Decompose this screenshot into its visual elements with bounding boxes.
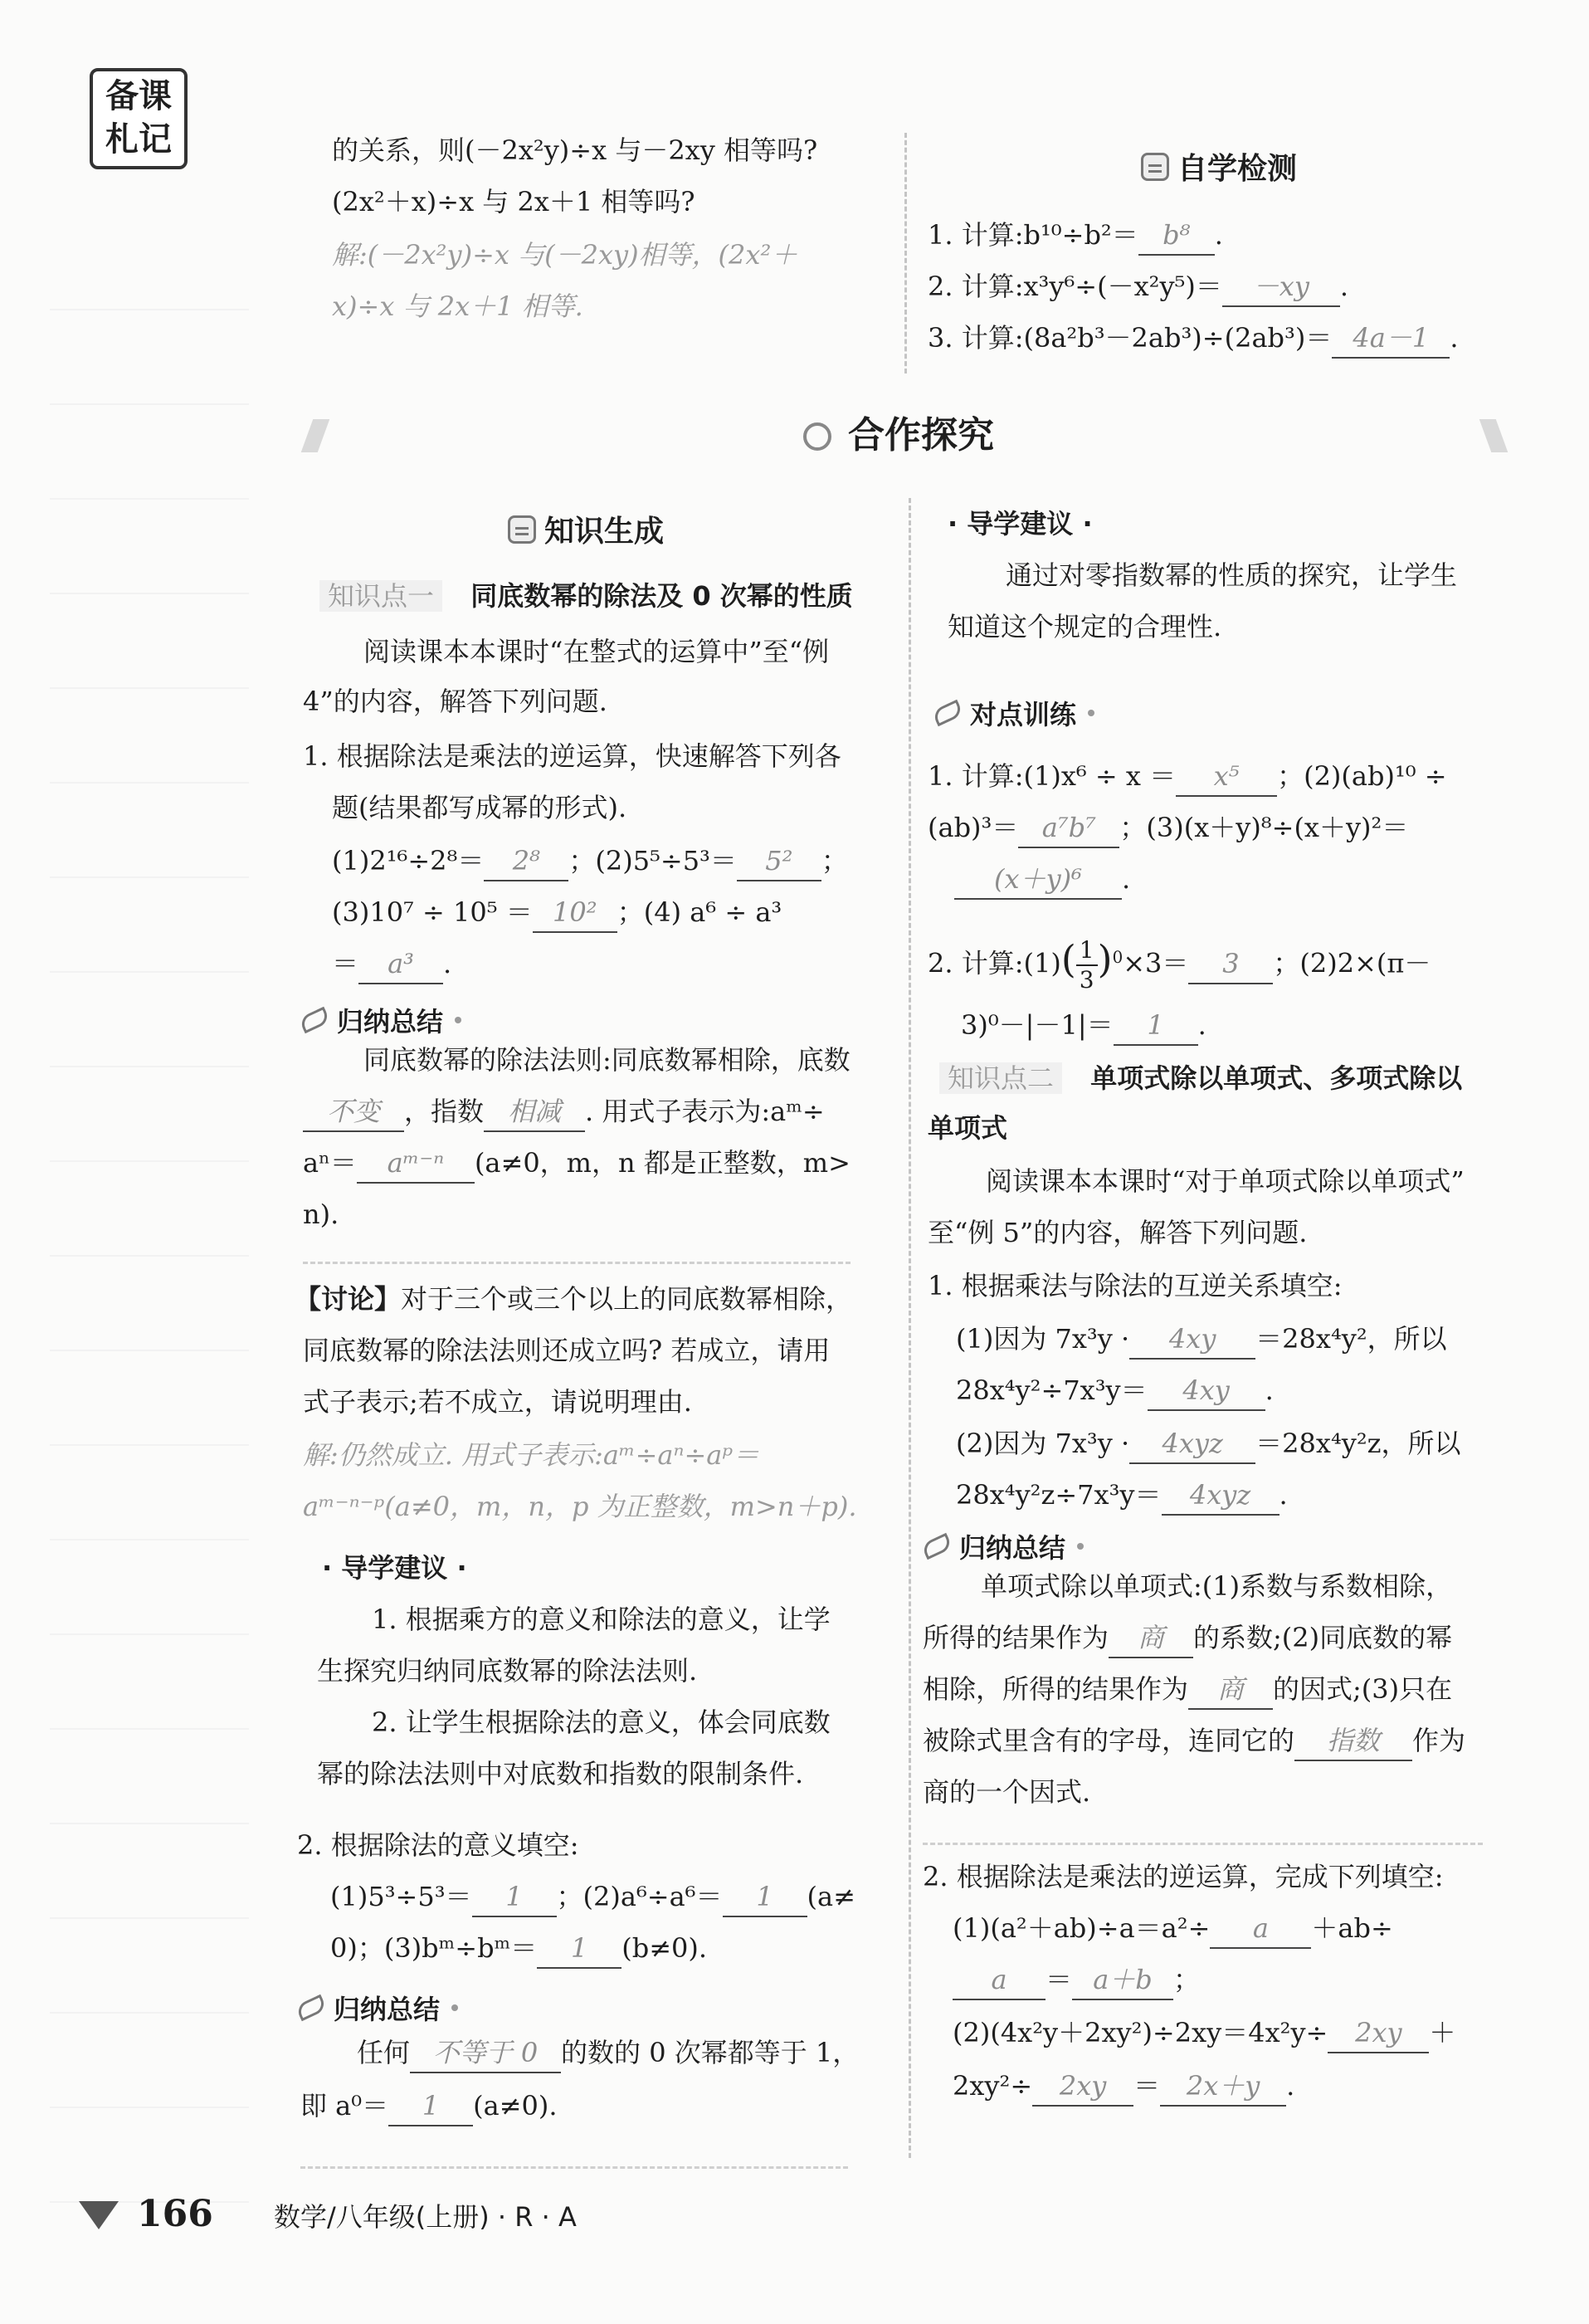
- guide-left-l1: 1. 根据乘方的意义和除法的意义，让学: [372, 1604, 831, 1635]
- q1-l2: 题(结果都写成幂的形式).: [332, 792, 627, 823]
- r2d-text: 2xy²÷: [953, 2070, 1033, 2102]
- read1-l1: 阅读课本本课时“在整式的运算中”至“例: [363, 636, 830, 667]
- q2b-answer: 1: [723, 1877, 807, 1917]
- sum3-l2-post: 的系数;(2)同底数的幂: [1193, 1622, 1453, 1653]
- r2c-answer: 2xy: [1328, 2014, 1429, 2053]
- q2-answer: －xy: [1222, 267, 1340, 307]
- q1b-semi: ；: [821, 845, 848, 876]
- fraction-denominator: 3: [1079, 966, 1094, 994]
- sum3-l5: 商的一个因式.: [923, 1776, 1091, 1808]
- t1-l2-mid: ；(3)(x＋y)⁸÷(x＋y)²＝: [1119, 812, 1409, 843]
- q1d-text: ；(4) a⁶ ÷ a³: [617, 896, 782, 928]
- sum2-l2-post: (a≠0).: [473, 2090, 558, 2121]
- r2d-answer-1: 2xy: [1032, 2067, 1133, 2107]
- r2d-answer-2: 2x＋y: [1160, 2067, 1286, 2107]
- sum3-l3-post: 的因式;(3)只在: [1273, 1673, 1453, 1705]
- r2d-period: .: [1286, 2070, 1295, 2102]
- top-left-solution-1: 解:(－2x²y)÷x 与(－2xy)相等，(2x²＋: [332, 239, 798, 271]
- q2b-post: (a≠: [807, 1881, 855, 1912]
- guide-left-l3: 2. 让学生根据除法的意义，体会同底数: [372, 1706, 831, 1738]
- self-check-q3: [928, 319, 1459, 359]
- left-slash-decor: [301, 419, 330, 452]
- discussion-l3: 式子表示;若不成立，请说明理由.: [303, 1386, 692, 1418]
- t2-period: .: [1197, 1009, 1206, 1041]
- discussion-solution-2: aᵐ⁻ⁿ⁻ᵖ(a≠0，m，n，p 为正整数，m>n＋p).: [303, 1491, 857, 1522]
- kp2-title-2: 单项式: [928, 1112, 1008, 1144]
- page-number: 166: [137, 2193, 213, 2235]
- pencil-icon: [931, 700, 963, 726]
- q1e-answer: a³: [358, 945, 443, 984]
- self-check-q2: [928, 267, 1348, 307]
- q1e-text: ＝: [332, 948, 359, 979]
- q1-text: 1. 计算:b¹⁰÷b²＝: [928, 219, 1138, 251]
- t1-period: .: [1122, 863, 1131, 895]
- sum3-answer-2: 商: [1188, 1670, 1273, 1710]
- r1d-answer: 4xyz: [1162, 1476, 1279, 1516]
- r2c-post: ＋: [1429, 2017, 1456, 2048]
- r1c-text: (2)因为 7x³y ·: [956, 1428, 1130, 1459]
- margin-rule: [50, 216, 249, 2208]
- sum1-answer-1: 不变: [303, 1092, 404, 1132]
- q3-text: 3. 计算:(8a²b³－2ab³)÷(2ab³)＝: [928, 322, 1333, 354]
- sum3-l4-post: 作为: [1412, 1725, 1466, 1756]
- pencil-icon: [920, 1533, 953, 1560]
- sum3-answer-1: 商: [1109, 1618, 1193, 1658]
- r1c-post: ＝28x⁴y²z，所以: [1255, 1428, 1461, 1459]
- r2b-answer-1: a: [953, 1960, 1046, 2000]
- r1a-answer: 4xy: [1129, 1320, 1255, 1360]
- sum3-l3-pre: 相除，所得的结果作为: [923, 1673, 1189, 1705]
- q3-period: .: [1450, 322, 1459, 354]
- discussion-text-1: 对于三个或三个以上的同底数幂相除，: [401, 1283, 853, 1315]
- q1-ab: [332, 842, 848, 881]
- training-title: 对点训练: [970, 699, 1077, 730]
- q1c-answer: 10²: [533, 893, 617, 933]
- r1b-text: 28x⁴y²÷7x³y＝: [956, 1374, 1148, 1406]
- section-title: 合作探究: [848, 414, 994, 456]
- book-title: 数学/八年级(上册) · R · A: [274, 2201, 577, 2233]
- dot-decor: [455, 1017, 461, 1023]
- pencil-icon: [295, 1994, 327, 2021]
- q1-answer: b⁸: [1138, 216, 1215, 256]
- dot-decor: [1077, 1543, 1084, 1550]
- q2b-text: ；(2)a⁶÷a⁶＝: [556, 1881, 723, 1912]
- summary3-heading: [923, 1527, 1084, 1565]
- r2b-eq: ＝: [1046, 1964, 1073, 1995]
- r2-c: [953, 2014, 1455, 2053]
- sum3-l4-pre: 被除式里含有的字母，连同它的: [923, 1725, 1295, 1756]
- r2a-answer: a: [1210, 1909, 1311, 1949]
- dot-decor: [1088, 710, 1094, 716]
- r1b-answer: 4xy: [1148, 1371, 1265, 1411]
- read1-l2: 4”的内容，解答下列问题.: [303, 686, 607, 717]
- summary1-heading: [300, 1001, 461, 1039]
- t2-mid: ；(2)2×(π－: [1273, 947, 1431, 979]
- main-divider: [909, 498, 911, 2158]
- sum1-l3: [303, 1144, 851, 1184]
- footer-arrow-decor: [79, 2201, 119, 2229]
- q1-cd: [332, 893, 782, 933]
- guide-right-l1: 通过对零指数幂的性质的探究，让学生: [1006, 559, 1458, 591]
- r2a-text: (1)(a²＋ab)÷a＝a²÷: [953, 1912, 1211, 1944]
- sum2-answer: 不等于 0: [410, 2034, 561, 2073]
- q3-answer: 4a－1: [1332, 319, 1450, 359]
- r2a-post: ＋ab÷: [1311, 1912, 1393, 1944]
- kp2-title-1: 单项式除以单项式、多项式除以: [1090, 1062, 1463, 1094]
- kp1-title: 同底数幂的除法及 0 次幂的性质: [470, 580, 853, 612]
- t1-answer-3: (x＋y)⁶: [954, 860, 1122, 900]
- sum3-l4: [923, 1721, 1465, 1761]
- sum3-l2-pre: 所得的结果作为: [923, 1622, 1109, 1653]
- t2-l2-pre: 3)⁰－|－1|＝: [961, 1009, 1114, 1041]
- sum3-l3: [923, 1670, 1452, 1710]
- fraction-one-third: [1076, 936, 1098, 994]
- self-check-heading: [1141, 145, 1297, 188]
- sum2-l2: [300, 2087, 557, 2126]
- paren-close: ): [1097, 936, 1113, 982]
- q1-e: [332, 945, 451, 984]
- t1-text: 1. 计算:(1)x⁶ ÷ x ＝: [928, 760, 1177, 792]
- self-check-q1: [928, 216, 1223, 256]
- knowledge-title: 知识生成: [544, 515, 665, 549]
- q1b-answer: 5²: [737, 842, 821, 881]
- q2-period: .: [1339, 271, 1349, 302]
- q1a-answer: 2⁸: [484, 842, 568, 881]
- right-slash-decor: [1479, 419, 1509, 452]
- t1-l2: [928, 808, 1408, 848]
- dot-decor: [451, 2004, 458, 2011]
- summary2-heading: [297, 1989, 458, 2027]
- zero-exponent: 0: [1112, 947, 1124, 967]
- summary1-rule: [303, 1262, 851, 1264]
- badge-line-2: 札记: [105, 120, 172, 159]
- t2-text: 2. 计算:(1): [928, 947, 1061, 979]
- r1b-period: .: [1265, 1374, 1274, 1406]
- corner-badge: [90, 68, 188, 169]
- section-title-bar: [307, 411, 1502, 461]
- guide-left-l4: 幂的除法法则中对底数和指数的限制条件.: [317, 1758, 804, 1789]
- t2-answer-1: 3: [1188, 945, 1273, 984]
- r1d-text: 28x⁴y²z÷7x³y＝: [956, 1479, 1162, 1511]
- guide-right-title: · 导学建议 ·: [948, 508, 1093, 540]
- sum1-l1: 同底数幂的除法法则:同底数幂相除，底数: [363, 1044, 851, 1076]
- document-icon: [508, 515, 536, 544]
- r1-l1: 1. 根据乘法与除法的互逆关系填空:: [928, 1270, 1343, 1301]
- sum1-answer-3: aᵐ⁻ⁿ: [357, 1144, 475, 1184]
- t2-l1: [928, 936, 1431, 1003]
- r1a-text: (1)因为 7x³y ·: [956, 1323, 1130, 1355]
- pencil-icon: [298, 1007, 330, 1033]
- t2-l2: [961, 1006, 1206, 1046]
- r1a-post: ＝28x⁴y²，所以: [1255, 1323, 1447, 1355]
- q1-period: .: [1214, 219, 1223, 251]
- paren-open: (: [1060, 936, 1076, 982]
- r2-b: [953, 1960, 1200, 2000]
- sum1-mid: ，指数: [404, 1096, 485, 1127]
- q2a-text: (1)5³÷5³＝: [330, 1881, 472, 1912]
- kp2-label: 知识点二: [939, 1062, 1062, 1094]
- r2-a: [953, 1909, 1393, 1949]
- discussion-solution-1: 解:仍然成立. 用式子表示:aᵐ÷aⁿ÷aᵖ＝: [303, 1439, 760, 1471]
- q2-c: [330, 1929, 707, 1969]
- badge-line-1: 备课: [105, 77, 172, 115]
- q1a-text: (1)2¹⁶÷2⁸＝: [332, 845, 485, 876]
- kp2-heading: [939, 1059, 1462, 1097]
- q2a-answer: 1: [472, 1877, 557, 1917]
- t2-answer-2: 1: [1114, 1006, 1198, 1046]
- q1e-period: .: [443, 948, 452, 979]
- t1-l2-pre: (ab)³＝: [928, 812, 1019, 843]
- guide-left-title: · 导学建议 ·: [322, 1552, 467, 1584]
- sum2-l2-answer: 1: [388, 2087, 473, 2126]
- r1-b: [956, 1371, 1274, 1411]
- r2-d: [953, 2067, 1294, 2107]
- r1c-answer: 4xyz: [1129, 1424, 1255, 1464]
- discussion-l1: [295, 1280, 852, 1318]
- summary3-title: 归纳总结: [959, 1532, 1066, 1564]
- top-divider: [904, 133, 907, 374]
- training-heading: [933, 694, 1094, 732]
- sum1-tail: . 用式子表示为:aᵐ÷: [585, 1096, 825, 1127]
- q2c-answer: 1: [537, 1929, 621, 1969]
- discussion-tag: 【讨论】: [295, 1283, 402, 1315]
- r1-d: [956, 1476, 1288, 1516]
- r2b-answer-2: a＋b: [1072, 1960, 1173, 2000]
- sum1-l3-pre: aⁿ＝: [303, 1147, 357, 1179]
- knowledge-heading: [508, 508, 664, 550]
- summary1-title: 归纳总结: [337, 1006, 444, 1038]
- sum1-l3-post: (a≠0，m，n 都是正整数，m>: [474, 1147, 851, 1179]
- t2-mul: ×3＝: [1123, 947, 1189, 979]
- summary3-rule: [923, 1843, 1483, 1845]
- r1d-period: .: [1279, 1479, 1288, 1511]
- t1-l1: [928, 757, 1447, 797]
- top-left-solution-2: x)÷x 与 2x＋1 相等.: [332, 290, 583, 322]
- sum1-l4: n).: [303, 1199, 339, 1230]
- sum3-l2: [923, 1618, 1452, 1658]
- q1b-text: ；(2)5⁵÷5³＝: [568, 845, 737, 876]
- summary2-rule: [300, 2166, 848, 2169]
- sum3-answer-3: 指数: [1294, 1721, 1412, 1761]
- r1-c: [956, 1424, 1461, 1464]
- sum2-pre: 任何: [357, 2037, 411, 2068]
- sum2-l2-pre: 即 a⁰＝: [300, 2090, 389, 2121]
- discussion-l2: 同底数幂的除法法则还成立吗? 若成立，请用: [303, 1335, 831, 1366]
- self-check-title: 自学检测: [1177, 152, 1298, 186]
- q2c-text: 0)；(3)bᵐ÷bᵐ＝: [330, 1932, 538, 1964]
- kp1-heading: [319, 577, 853, 615]
- sum1-answer-2: 相减: [484, 1092, 585, 1132]
- r1-a: [956, 1320, 1447, 1360]
- q2-l1: 2. 根据除法的意义填空:: [297, 1829, 579, 1861]
- read2-l2: 至“例 5”的内容，解答下列问题.: [928, 1217, 1308, 1248]
- summary2-title: 归纳总结: [334, 1994, 441, 2025]
- guide-right-l2: 知道这个规定的合理性.: [948, 611, 1222, 642]
- t1-answer-2: a⁷b⁷: [1018, 808, 1119, 848]
- fraction-numerator: 1: [1076, 936, 1098, 966]
- top-left-line-1: 的关系，则(－2x²y)÷x 与－2xy 相等吗?: [332, 134, 818, 166]
- r2b-semi: ；: [1173, 1964, 1201, 1995]
- q2c-post: (b≠0).: [621, 1932, 708, 1964]
- r2d-eq: ＝: [1133, 2070, 1161, 2102]
- read2-l1: 阅读课本本课时“对于单项式除以单项式”: [986, 1165, 1465, 1197]
- t1-mid: ；(2)(ab)¹⁰ ÷: [1277, 760, 1447, 792]
- sum3-l1: 单项式除以单项式:(1)系数与系数相除，: [981, 1570, 1453, 1602]
- guide-left-l2: 生探究归纳同底数幂的除法法则.: [317, 1655, 698, 1687]
- magnifier-icon: [803, 422, 831, 451]
- sum2-post: 的数的 0 次幂都等于 1，: [561, 2037, 860, 2068]
- sum1-l2: [303, 1092, 825, 1132]
- document-icon: [1141, 153, 1169, 181]
- top-left-line-2: (2x²＋x)÷x 与 2x＋1 相等吗?: [332, 186, 695, 217]
- q1c-text: (3)10⁷ ÷ 10⁵ ＝: [332, 896, 533, 928]
- kp1-label: 知识点一: [319, 580, 442, 612]
- t1-answer-1: x⁵: [1176, 757, 1277, 797]
- q2-ab: [330, 1877, 855, 1917]
- t1-l3: [954, 860, 1130, 900]
- sum2-l1: [357, 2034, 859, 2073]
- r2c-text: (2)(4x²y＋2xy²)÷2xy＝4x²y÷: [953, 2017, 1328, 2048]
- q1-l1: 1. 根据除法是乘法的逆运算，快速解答下列各: [303, 740, 841, 772]
- q2-text: 2. 计算:x³y⁶÷(－x²y⁵)＝: [928, 271, 1222, 302]
- r2-l1: 2. 根据除法是乘法的逆运算，完成下列填空:: [923, 1861, 1444, 1892]
